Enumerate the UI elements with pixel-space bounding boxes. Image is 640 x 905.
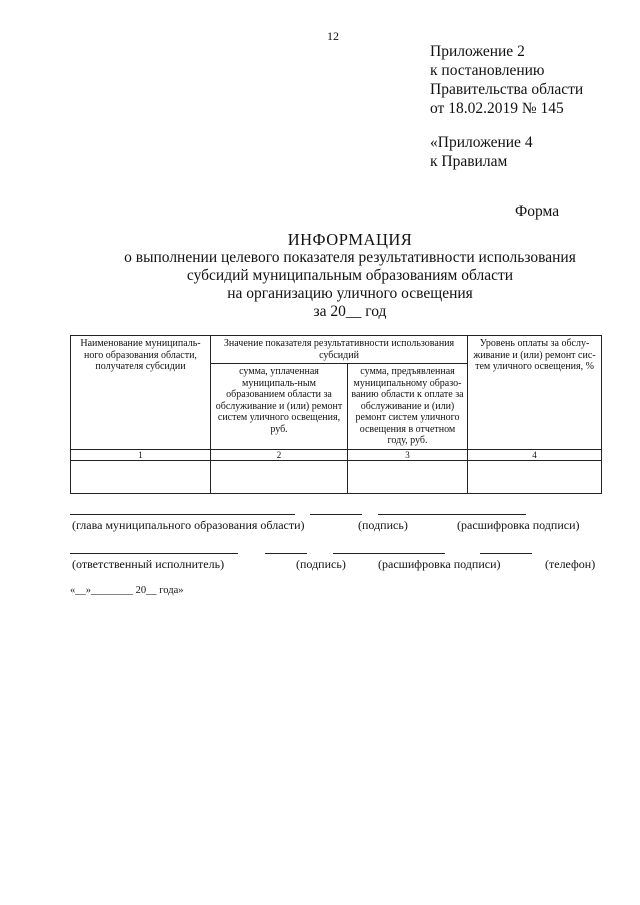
form-label: Форма [515,203,560,220]
date-line: «__»________ 20__ года» [70,585,184,596]
header-municipality: Наименование муниципаль-ного образования области, получателя субсидии [71,336,211,450]
head-signature-line[interactable] [70,514,295,515]
header-indicator-group: Значение показателя результативности использования субсидий [211,336,468,364]
header-line: от 18.02.2019 № 145 [430,100,564,117]
caption-executor: (ответственный исполнитель) [72,557,225,571]
column-number: 2 [211,449,348,460]
table-cell[interactable] [348,460,468,493]
header-line: к постановлению [430,62,545,79]
table-number-row [71,449,602,460]
title-line: на организацию уличного освещения [227,285,473,302]
header-payment-level: Уровень оплаты за обслу-живание и (или) ремонт сис-тем уличного освещения, % [468,336,602,450]
table-cell[interactable] [71,460,211,493]
header-line: Правительства области [430,81,584,98]
column-number: 3 [348,449,468,460]
appendix-line: к Правилам [430,153,508,170]
caption-sign: (подпись) [358,518,408,532]
table-cell[interactable] [211,460,348,493]
sign-line[interactable] [310,514,362,515]
sign-line[interactable] [265,553,307,554]
caption-sign: (подпись) [296,557,346,571]
caption-decode: (расшифровка подписи) [378,557,501,571]
column-number: 4 [468,449,602,460]
table-cell[interactable] [468,460,602,493]
document-title [60,231,640,321]
header-sum-presented: сумма, предъявленная муниципальному образо-ванию области к оплате за обслуживание и (или) ремонт систем уличного освещения в отчетном году, руб. [348,364,468,450]
decode-line[interactable] [333,553,445,554]
phone-line[interactable] [480,553,532,554]
executor-line[interactable] [70,553,238,554]
table-row [71,460,602,493]
approval-header [430,42,583,118]
header-sum-paid: сумма, уплаченная муниципаль-ным образованием области за обслуживание и (или) ремонт систем уличного освещения, руб. [211,364,348,450]
table-header-row [71,336,602,364]
caption-decode: (расшифровка подписи) [457,518,580,532]
title-line: за 20__ год [313,303,387,320]
caption-phone: (телефон) [545,557,596,571]
appendix-line: «Приложение 4 [430,134,533,151]
decode-line[interactable] [378,514,526,515]
title-line: субсидий муниципальным образованиям области [186,267,514,284]
page-number: 12 [327,29,339,43]
column-number: 1 [71,449,211,460]
title-line: о выполнении целевого показателя результативности использования [124,249,576,266]
report-table [70,335,602,494]
appendix-reference [430,133,533,171]
header-line: Приложение 2 [430,43,525,60]
caption-head: (глава муниципального образования области) [72,518,305,532]
title-main: ИНФОРМАЦИЯ [287,230,413,249]
